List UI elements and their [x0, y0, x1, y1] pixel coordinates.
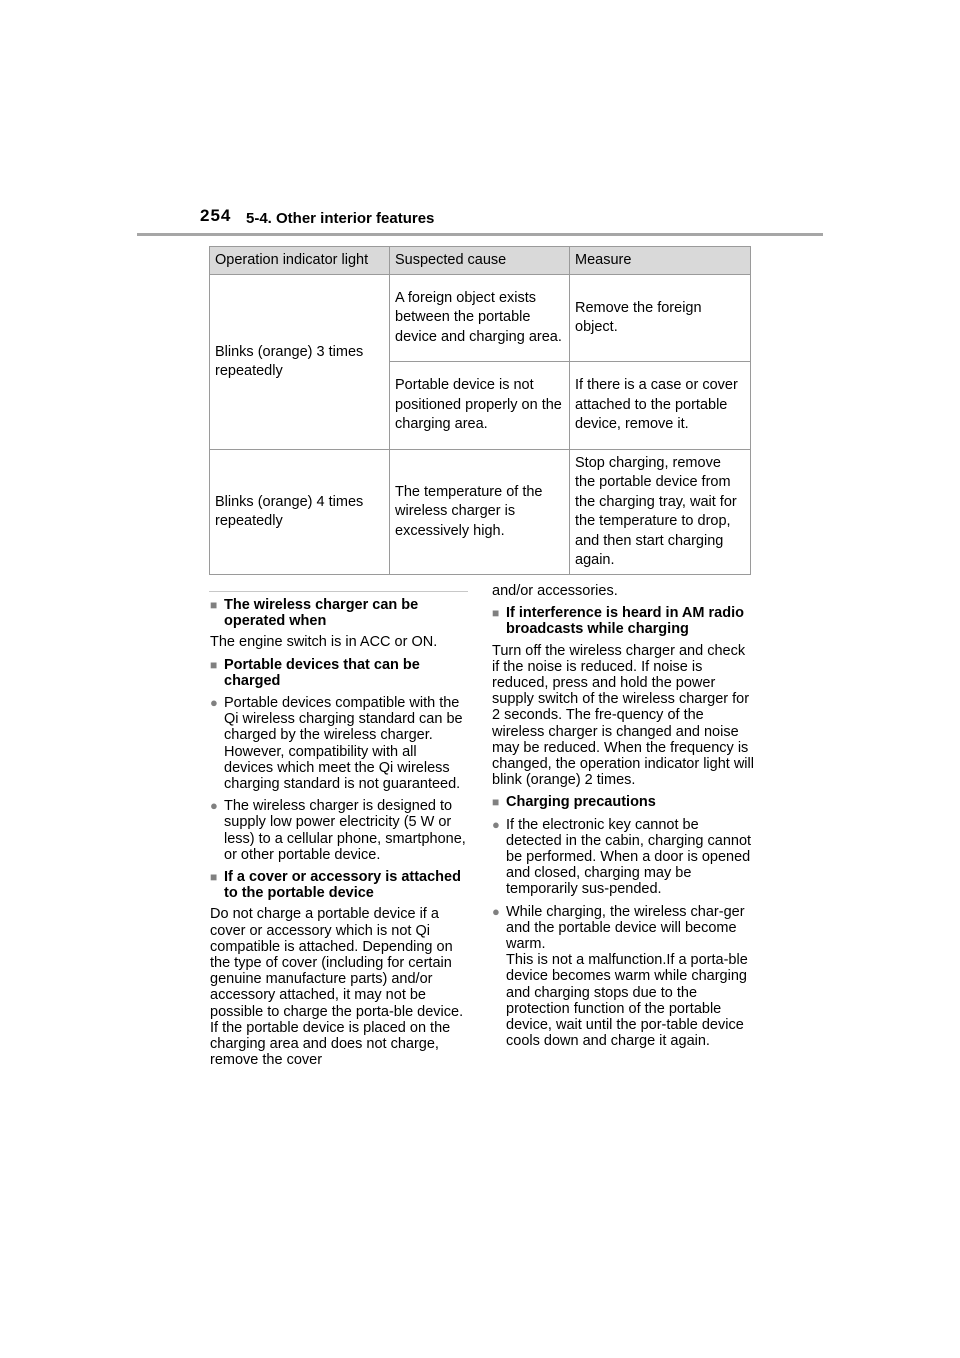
- indicator-cell: Blinks (orange) 3 times repeatedly: [210, 275, 390, 450]
- cause-cell: Portable device is not positioned properly on the charging area.: [390, 362, 570, 450]
- paragraph: Turn off the wireless charger and check if the noise is reduced. If noise is reduced, press and hold the power supply switch of the wireless charger for 2 seconds. The fre-quency of the wireless charger is changed and noise may be reduced. When the frequency is changed, the operation indicator light will blink (orange) 2 times.: [492, 642, 754, 789]
- subheading: ■ If a cover or accessory is attached to the portable device: [210, 869, 461, 902]
- indicator-cell: Blinks (orange) 4 times repeatedly: [210, 450, 390, 575]
- section-title: 5-4. Other interior features: [246, 210, 435, 227]
- right-column: [492, 583, 754, 1049]
- circle-bullet-icon: ●: [210, 695, 218, 711]
- paragraph: The engine switch is in ACC or ON.: [210, 634, 438, 651]
- bullet-text-line: While charging, the wireless char-ger and the portable device will become warm.: [506, 903, 745, 953]
- paragraph: and/or accessories.: [492, 583, 618, 599]
- cause-cell: The temperature of the wireless charger is excessively high.: [390, 450, 570, 575]
- circle-bullet-icon: ●: [492, 816, 500, 832]
- cause-cell: A foreign object exists between the portable device and charging area.: [390, 275, 570, 362]
- subheading: ■ The wireless charger can be operated when: [210, 597, 419, 630]
- measure-cell: Stop charging, remove the portable device from the charging tray, wait for the temperature to drop, and then start charging again.: [570, 450, 751, 575]
- table-row: [210, 450, 751, 575]
- table-header-cause: Suspected cause: [390, 247, 570, 275]
- indicator-table: [209, 246, 751, 575]
- header-rule: [137, 233, 823, 236]
- square-bullet-icon: ■: [210, 870, 218, 885]
- square-bullet-icon: ■: [492, 795, 500, 810]
- bullet-item: ● If the electronic key cannot be detected in the cabin, charging cannot be performed. When a door is opened and closed, charging may be temporarily sus-pended.: [492, 816, 752, 898]
- table-header-row: [210, 247, 751, 275]
- bullet-item: ● Portable devices compatible with the Qi wireless charging standard can be charged by the wireless charger. However, compatibility with all devices which meet the Qi wireless charging standard is not guaranteed.: [210, 695, 463, 793]
- circle-bullet-icon: ●: [210, 798, 218, 814]
- measure-cell: Remove the foreign object.: [570, 275, 751, 362]
- square-bullet-icon: ■: [492, 606, 500, 621]
- column-rule: [209, 591, 468, 592]
- subheading: ■ If interference is heard in AM radio broadcasts while charging: [492, 605, 744, 638]
- left-column: [210, 597, 468, 1068]
- square-bullet-icon: ■: [210, 598, 218, 612]
- page-number: 254: [200, 206, 232, 225]
- paragraph: Do not charge a portable device if a cover or accessory which is not Qi compatible is attached. Depending on the type of cover (including for certain genuine manufacture parts) and/or accessory attached, it may not be possible to charge the porta-ble device. If the portable device is placed on the charging area and does not charge, remove the cover: [210, 906, 464, 1069]
- bullet-text-line: This is not a malfunction.If a porta-ble device becomes warm while charging and charging stops due to the protection function of the portable device, wait until the por-table device cools down and charge it again.: [506, 952, 748, 1050]
- subheading: ■ Charging precautions: [492, 794, 656, 811]
- subheading: ■ Portable devices that can be charged: [210, 656, 420, 689]
- square-bullet-icon: ■: [210, 657, 218, 672]
- table-row: [210, 275, 751, 362]
- measure-cell: If there is a case or cover attached to the portable device, remove it.: [570, 362, 751, 450]
- circle-bullet-icon: ●: [492, 903, 500, 919]
- table-header-measure: Measure: [570, 247, 751, 275]
- bullet-item: [492, 904, 754, 1050]
- table-header-indicator: Operation indicator light: [210, 247, 390, 275]
- bullet-item: ● The wireless charger is designed to supply low power electricity (5 W or less) to a cellular phone, smartphone, or other portable device.: [210, 798, 466, 863]
